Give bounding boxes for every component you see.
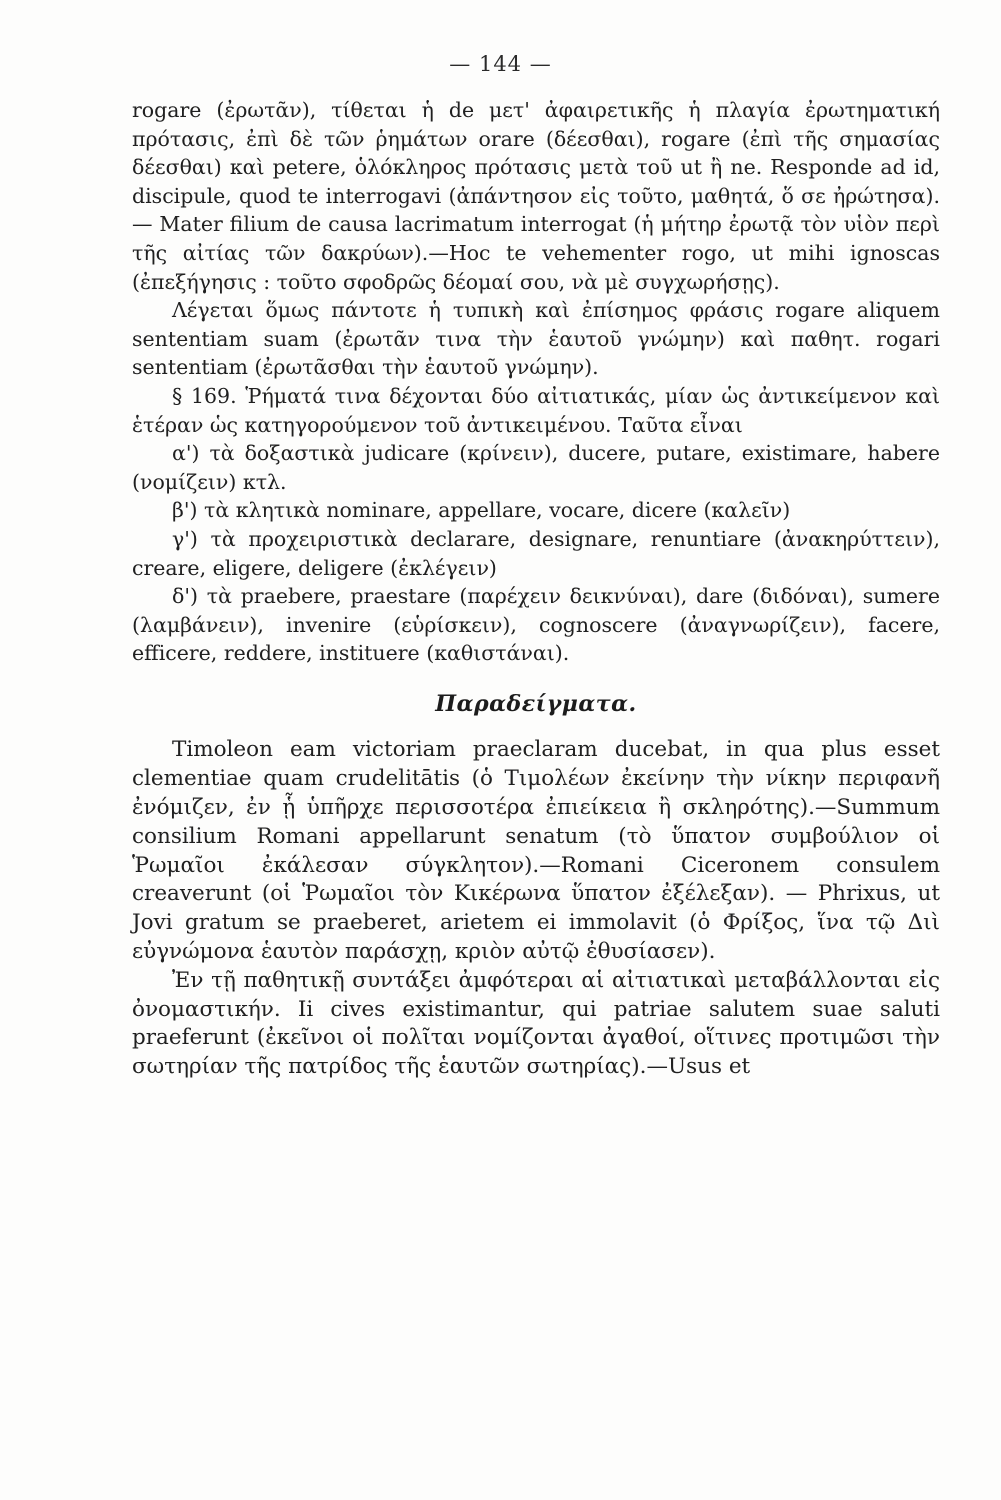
paragraph-examples: Timoleon eam victoriam praeclaram ducebat, in qua plus esset clementiae quam crudelitātis (ὁ Τιμολέων ἐκείνην τὴν νίκην περιφανῆ ἐνόμιζεν, ἐν ᾗ ὑπῆρχε περισσοτέρα ἐπιείκεια ἢ σκληρότης).—Summum consilium Romani appellarunt senatum (τὸ ὕπατον συμβούλιον οἱ Ῥωμαῖοι ἐκάλεσαν σύγκλητον).—Romani Ciceronem consulem creaverunt (οἱ Ῥωμαῖοι τὸν Κικέρωνα ὕπατον ἐξέλεξαν). — Phrixus, ut Jovi gratum se praeberet, arietem ei immolavit (ὁ Φρίξος, ἵνα τῷ Διὶ εὐγνώμονα ἑαυτὸν παράσχῃ, κριὸν αὐτῷ ἐθυσίασεν). [132, 737, 940, 965]
paragraph-rogare-construction: rogare (ἐρωτᾶν), τίθεται ἡ de μετ' ἀφαιρετικῆς ἡ πλαγία ἐρωτηματική πρότασις, ἐπὶ δὲ τῶν ῥημάτων orare (δέεσθαι), rogare (ἐπὶ τῆς σημασίας δέεσθαι) καὶ petere, ὁλόκληρος πρότασις μετὰ τοῦ ut ἢ ne. Responde ad id, discipule, quod te interrogavi (ἀπάντησον εἰς τοῦτο, μαθητά, ὅ σε ἠρώτησα). — Mater filium de causa lacrimatum interrogat (ἡ μήτηρ ἐρωτᾷ τὸν υἱὸν περὶ τῆς αἰτίας τῶν δακρύων).—Hoc te vehementer rogo, ut mihi ignoscas (ἐπεξήγησις : τοῦτο σφοδρῶς δέομαί σου, νὰ μὲ συγχωρήσῃς). [132, 98, 940, 294]
page-number: — 144 — [449, 52, 552, 76]
section-heading-examples: Παραδείγματα. [435, 690, 637, 717]
paragraph-section-169: § 169. Ῥήματά τινα δέχονται δύο αἰτιατικάς, μίαν ὡς ἀντικείμενον καὶ ἑτέραν ὡς κατηγορούμενον τοῦ ἀντικειμένου. Ταῦτα εἶναι [132, 383, 940, 437]
list-item-gamma: γ') τὰ προχειριστικὰ declarare, designare, renuntiare (ἀνακηρύττειν), creare, eligere, deligere (ἐκλέγειν) [132, 526, 940, 580]
list-item-alpha: α') τὰ δοξαστικὰ judicare (κρίνειν), ducere, putare, existimare, habere (νομίζειν) κτλ. [132, 441, 940, 494]
paragraph-formal-phrase: Λέγεται ὅμως πάντοτε ἡ τυπικὴ καὶ ἐπίσημος φράσις rogare aliquem sententiam suam (ἐρωτᾶν τινα τὴν ἑαυτοῦ γνώμην) καὶ παθητ. rogari sententiam (ἐρωτᾶσθαι τὴν ἑαυτοῦ γνώμην). [132, 298, 940, 380]
paragraph-passive-syntax: Ἐν τῇ παθητικῇ συντάξει ἀμφότεραι αἱ αἰτιατικαὶ μεταβάλλονται εἰς ὀνομαστικήν. Ii cives existimantur, qui patriae salutem suae saluti praeferunt (ἐκεῖνοι οἱ πολῖται νομίζονται ἀγαθοί, οἵτινες προτιμῶσι τὴν σωτηρίαν τῆς πατρίδος τῆς ἑαυτῶν σωτηρίας).—Usus et [132, 967, 940, 1080]
list-item-beta: β') τὰ κλητικὰ nominare, appellare, vocare, dicere (καλεῖν) [172, 498, 791, 523]
list-item-delta: δ') τὰ praebere, praestare (παρέχειν δεικνύναι), dare (διδόναι), sumere (λαμβάνειν), invenire (εὑρίσκειν), cognoscere (ἀναγνωρίζειν), facere, efficere, reddere, instituere (καθιστάναι). [132, 584, 940, 666]
page-body [132, 96, 940, 1082]
